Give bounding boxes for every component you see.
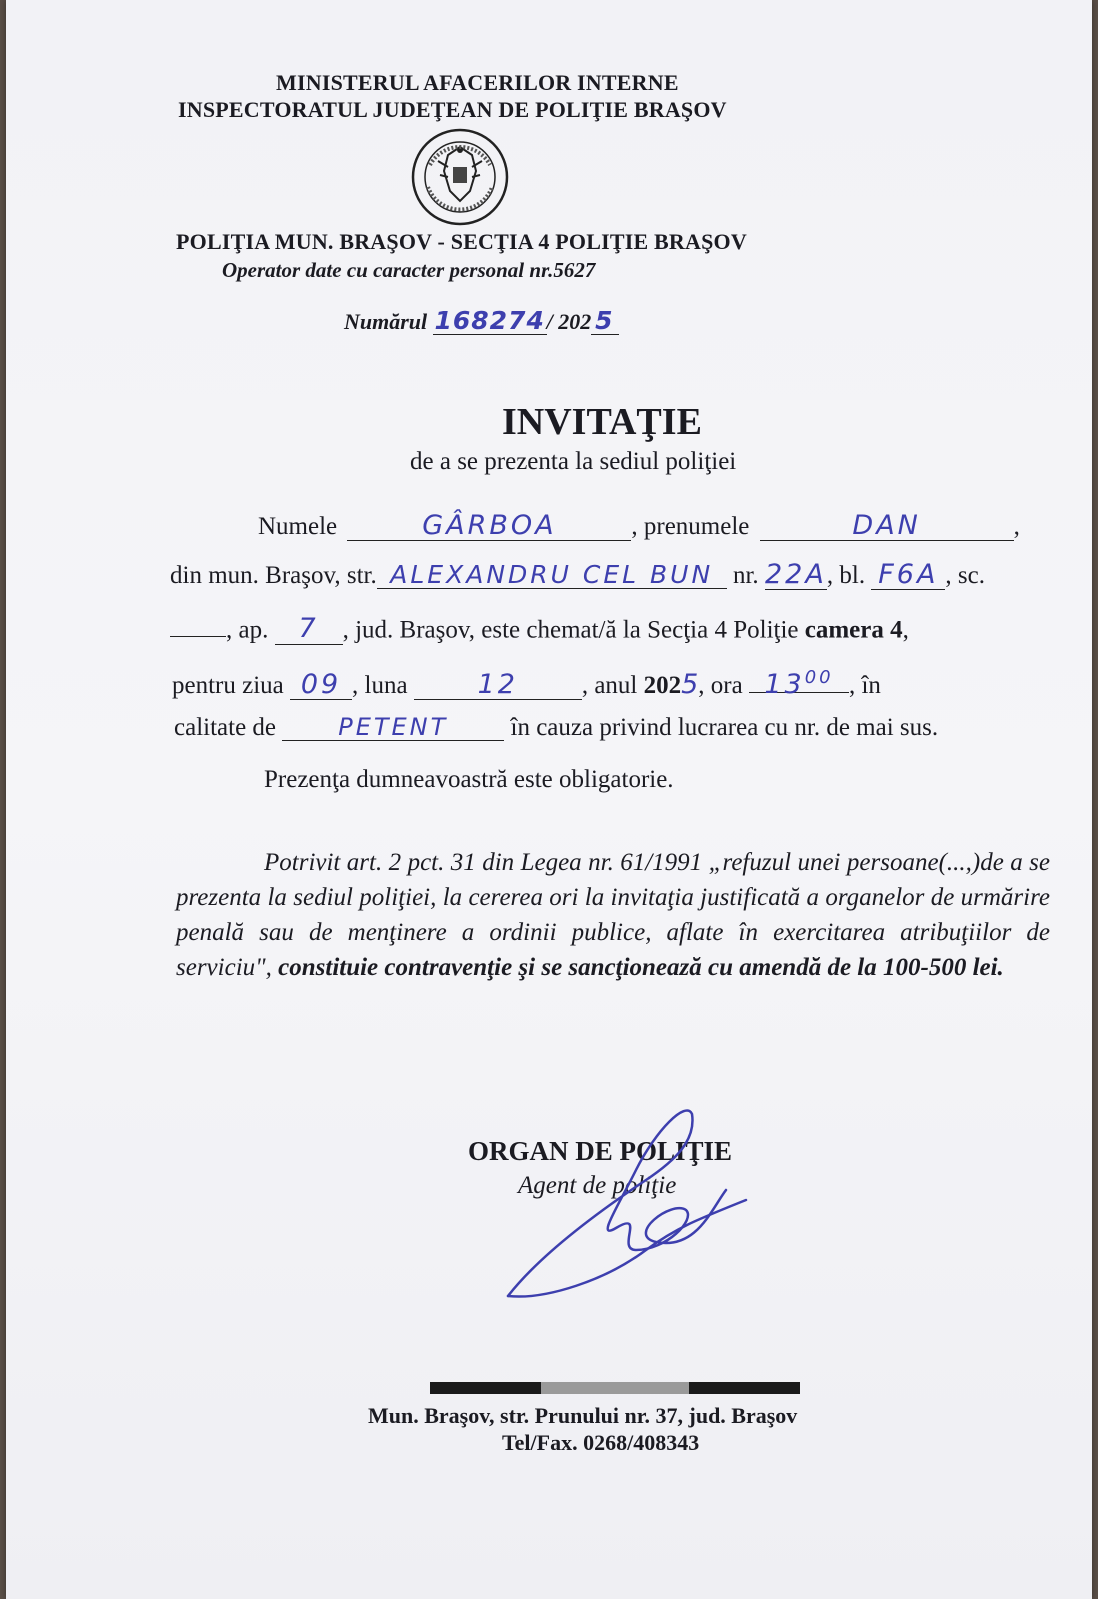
label-hour: , ora	[698, 672, 743, 699]
label-day: pentru ziua	[172, 672, 284, 699]
field-hour	[749, 664, 849, 700]
label-staircase: , sc.	[945, 562, 985, 589]
number-year-prefix: / 202	[546, 309, 592, 334]
form-line-capacity	[174, 714, 938, 742]
field-first-name: DAN	[760, 512, 1014, 541]
label-block: , bl.	[826, 562, 866, 589]
document-title: INVITAŢIE	[502, 401, 702, 443]
field-street: ALEXANDRU CEL BUN	[377, 562, 727, 589]
ministry-heading: MINISTERUL AFACERILOR INTERNE	[276, 70, 679, 95]
field-capacity: PETENT	[282, 715, 504, 741]
inspectorate-heading: INSPECTORATUL JUDEŢEAN DE POLIŢIE BRAŞOV	[178, 97, 727, 122]
document-subtitle: de a se prezenta la sediul poliţiei	[410, 448, 737, 475]
form-line-address	[170, 561, 985, 590]
label-first-name: , prenumele	[631, 513, 750, 540]
police-seal-icon	[410, 127, 510, 227]
label-comma-2: ,	[902, 616, 909, 644]
field-street-number: 22A	[765, 559, 827, 590]
legal-paragraph	[176, 845, 1050, 985]
label-in: , în	[848, 672, 881, 699]
document-page	[6, 0, 1092, 1599]
label-case: în cauza privind lucrarea cu nr. de mai sus.	[510, 714, 939, 741]
footer-phone: Tel/Fax. 0268/408343	[502, 1430, 700, 1455]
field-staircase	[170, 610, 226, 637]
footer-address: Mun. Braşov, str. Prunului nr. 37, jud. Braşov	[368, 1403, 798, 1428]
field-block: F6A	[871, 561, 945, 590]
label-summons: , jud. Braşov, este chemat/ă la Secţia 4 Poliţie	[342, 616, 799, 644]
label-apartment: , ap.	[226, 616, 269, 644]
mandatory-notice: Prezenţa dumneavoastră este obligatorie.	[264, 766, 674, 793]
legal-sanction: constituie contravenţie şi se sancţionează cu amendă de la 100-500 lei.	[278, 954, 1004, 981]
form-line-name	[258, 512, 1020, 541]
operator-line: Operator date cu caracter personal nr.5627	[222, 258, 596, 282]
field-minutes: 00	[804, 667, 834, 688]
field-month: 12	[414, 671, 582, 700]
label-street: din mun. Braşov, str.	[170, 562, 377, 589]
field-last-name: GÂRBOA	[347, 512, 631, 541]
label-month: , luna	[352, 672, 408, 699]
form-line-apartment	[170, 610, 909, 645]
number-value: 168274	[434, 306, 545, 335]
number-label: Numărul	[344, 309, 428, 334]
signature-role: Agent de poliţie	[518, 1172, 677, 1199]
footer-rule	[430, 1382, 800, 1394]
field-year-digit: 5	[681, 669, 699, 700]
label-name: Numele	[258, 513, 338, 540]
label-comma: ,	[1013, 513, 1020, 540]
field-apartment: 7	[275, 615, 343, 644]
number-year-digit: 5	[591, 308, 619, 335]
label-year-prefix: 202	[643, 672, 682, 699]
handwritten-signature-icon	[496, 1100, 756, 1310]
field-day: 09	[290, 671, 352, 700]
label-capacity: calitate de	[174, 714, 277, 741]
signature-title: ORGAN DE POLIŢIE	[468, 1136, 733, 1166]
form-line-date	[172, 664, 881, 700]
label-room: camera 4	[804, 616, 903, 644]
label-street-number: nr.	[732, 562, 759, 589]
legal-text: Potrivit art. 2 pct. 31 din Legea nr. 61/1991 „refuzul unei persoane(...,)de a se prezenta la sediul poliţiei, la cererea ori la invitaţia justificată a organelor de urmărire penală sau de menţinere a ordinii publice, aflate în exercitarea atribuţiilor de serviciu",	[176, 849, 1050, 981]
label-year: , anul	[581, 672, 638, 699]
field-hour-value: 13	[764, 669, 805, 700]
section-heading: POLIŢIA MUN. BRAŞOV - SECŢIA 4 POLIŢIE BRAŞOV	[176, 229, 747, 254]
document-number	[344, 308, 619, 335]
